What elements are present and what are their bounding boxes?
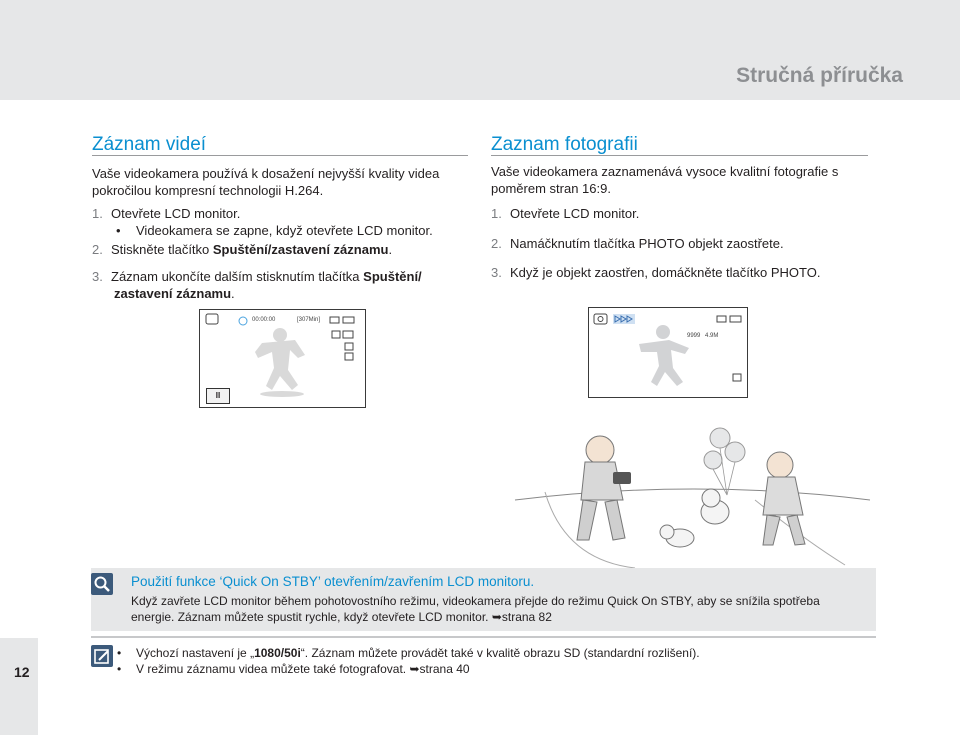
lcd-photo-count: 9999 [687,333,701,339]
section-title-video: Záznam videí [92,134,207,155]
family-illustration [505,420,875,570]
video-intro: Vaše videokamera používá k dosažení nejvyšší kvality videa pokročilou kompresní technologii H.264. [92,166,440,198]
section-title-photo: Zaznam fotografii [491,134,638,155]
note-item: • V režimu záznamu videa můžete také fotografovat. ➥strana 40 [117,662,470,676]
photo-intro: Vaše videokamera zaznamenává vysoce kvalitní fotografie s poměrem stran 16:9. [491,164,839,196]
pause-icon: II [206,388,230,404]
photo-step-1: 1. Otevřete LCD monitor. [491,206,640,221]
video-bullet: • Videokamera se zapne, když otevřete LCD monitor. [116,223,433,238]
lcd-photo-size: 4.9M [705,333,719,339]
photo-lcd-screen [588,307,748,398]
video-step-2: 2. Stiskněte tlačítko Spuštění/zastavení záznamu. [92,242,393,257]
page-number: 12 [14,664,30,680]
photo-step-2: 2. Namáčknutím tlačítka PHOTO objekt zaostřete. [491,236,784,251]
jumper-silhouette [589,308,747,397]
section-rule [491,155,868,156]
lcd-timecode: 00:00:00 [252,317,276,323]
photo-step-3: 3. Když je objekt zaostřen, domáčkněte tlačítko PHOTO. [491,265,821,280]
page-title: Stručná příručka [736,64,903,87]
video-step-3: 3. Záznam ukončíte dalším stisknutím tlačítka Spuštění/ zastavení záznamu. [92,269,422,301]
note-pencil-icon [91,645,113,667]
lcd-remaining-time: [307Min] [297,317,321,323]
tip-text: Když zavřete LCD monitor během pohotovostního režimu, videokamera přejde do režimu Quick On STBY, aby se snížila spotřeba energie. Záznam můžete spustit rychle, když otevřete LCD monitor. ➥strana 82 [131,594,820,624]
video-step-1: 1. Otevřete LCD monitor. [92,206,241,221]
page-number-band [0,638,38,735]
notes-separator [91,636,876,638]
video-lcd-screen [199,309,366,408]
magnifier-icon [91,573,113,595]
section-rule [92,155,468,156]
note-item: • Výchozí nastavení je „1080/50i“. Záznam můžete provádět také v kvalitě obrazu SD (standardní rozlišení). [117,646,700,660]
tip-title: Použití funkce ‘Quick On STBY’ otevřením/zavřením LCD monitoru. [131,574,535,589]
